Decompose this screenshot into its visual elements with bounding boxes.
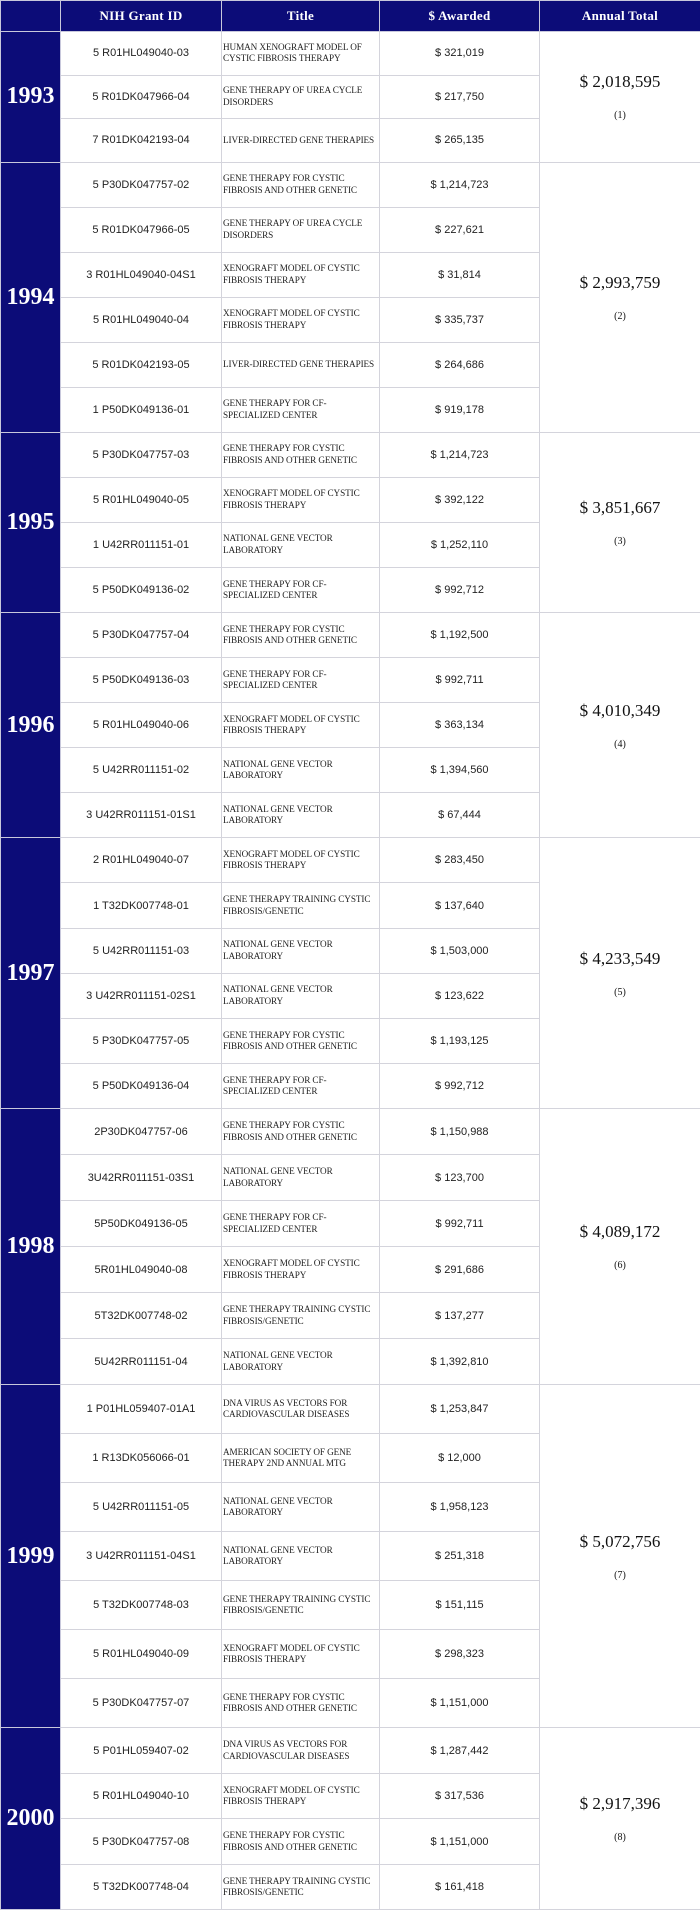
grant-id: 5 R01HL049040-10 xyxy=(61,1773,222,1819)
grant-amount: $ 992,711 xyxy=(380,658,540,703)
grant-id: 5 P30DK047757-03 xyxy=(61,432,222,477)
table-row xyxy=(1,1109,700,1155)
grant-id: 5 P30DK047757-05 xyxy=(61,1019,222,1064)
grant-amount: $ 992,711 xyxy=(380,1201,540,1247)
grant-title: GENE THERAPY TRAINING CYSTIC FIBROSIS/GENETIC xyxy=(222,883,380,928)
grant-id: 5 U42RR011151-02 xyxy=(61,748,222,793)
annual-total-cell xyxy=(540,1385,700,1728)
grant-id: 7 R01DK042193-04 xyxy=(61,119,222,163)
grant-amount: $ 335,737 xyxy=(380,297,540,342)
table-row xyxy=(1,32,700,76)
grant-title: LIVER-DIRECTED GENE THERAPIES xyxy=(222,119,380,163)
grant-title: GENE THERAPY FOR CF-SPECIALIZED CENTER xyxy=(222,568,380,613)
grant-id: 3 U42RR011151-04S1 xyxy=(61,1532,222,1581)
table-row xyxy=(1,432,700,477)
grant-title: LIVER-DIRECTED GENE THERAPIES xyxy=(222,342,380,387)
grant-amount: $ 1,958,123 xyxy=(380,1483,540,1532)
grant-id: 5 U42RR011151-03 xyxy=(61,928,222,973)
grant-title: NATIONAL GENE VECTOR LABORATORY xyxy=(222,1155,380,1201)
grant-id: 1 R13DK056066-01 xyxy=(61,1434,222,1483)
grant-id: 2P30DK047757-06 xyxy=(61,1109,222,1155)
annual-total-amount: $ 4,089,172 xyxy=(579,1222,661,1242)
annual-total-cell xyxy=(540,838,700,1109)
grant-amount: $ 363,134 xyxy=(380,703,540,748)
grant-id: 5 R01HL049040-06 xyxy=(61,703,222,748)
annual-total-footnote: (1) xyxy=(614,110,626,122)
annual-total-amount: $ 2,993,759 xyxy=(579,272,661,292)
table-row xyxy=(1,162,700,207)
annual-total-footnote: (6) xyxy=(614,1260,626,1272)
grant-title: DNA VIRUS AS VECTORS FOR CARDIOVASCULAR DISEASES xyxy=(222,1728,380,1774)
annual-total-footnote: (3) xyxy=(614,535,626,547)
header-annual-total: Annual Total xyxy=(540,1,700,32)
table-row xyxy=(1,838,700,883)
grant-title: NATIONAL GENE VECTOR LABORATORY xyxy=(222,793,380,838)
grant-id: 5R01HL049040-08 xyxy=(61,1247,222,1293)
year-label: 1998 xyxy=(1,1109,61,1385)
grant-id: 5 U42RR011151-05 xyxy=(61,1483,222,1532)
grant-amount: $ 1,214,723 xyxy=(380,432,540,477)
grant-amount: $ 317,536 xyxy=(380,1773,540,1819)
grant-amount: $ 1,253,847 xyxy=(380,1385,540,1434)
grant-title: GENE THERAPY FOR CYSTIC FIBROSIS AND OTHER GENETIC xyxy=(222,432,380,477)
grant-id: 5 P30DK047757-02 xyxy=(61,162,222,207)
grant-id: 5 R01HL049040-03 xyxy=(61,32,222,76)
grant-amount: $ 264,686 xyxy=(380,342,540,387)
grant-id: 1 U42RR011151-01 xyxy=(61,522,222,567)
annual-total-amount: $ 4,233,549 xyxy=(579,948,661,968)
annual-total-footnote: (4) xyxy=(614,738,626,750)
year-label: 1996 xyxy=(1,613,61,838)
grant-amount: $ 31,814 xyxy=(380,252,540,297)
grant-amount: $ 227,621 xyxy=(380,207,540,252)
grant-title: GENE THERAPY FOR CYSTIC FIBROSIS AND OTHER GENETIC xyxy=(222,1819,380,1865)
grant-id: 5 P50DK049136-02 xyxy=(61,568,222,613)
grant-id: 5 P50DK049136-03 xyxy=(61,658,222,703)
grant-id: 5 T32DK007748-03 xyxy=(61,1581,222,1630)
annual-total-footnote: (8) xyxy=(614,1832,626,1844)
grant-title: GENE THERAPY FOR CF-SPECIALIZED CENTER xyxy=(222,658,380,703)
grant-title: NATIONAL GENE VECTOR LABORATORY xyxy=(222,1339,380,1385)
grant-title: GENE THERAPY OF UREA CYCLE DISORDERS xyxy=(222,75,380,119)
grant-id: 2 R01HL049040-07 xyxy=(61,838,222,883)
grant-amount: $ 161,418 xyxy=(380,1864,540,1910)
annual-total-amount: $ 5,072,756 xyxy=(579,1531,661,1551)
grant-amount: $ 151,115 xyxy=(380,1581,540,1630)
grant-title: DNA VIRUS AS VECTORS FOR CARDIOVASCULAR DISEASES xyxy=(222,1385,380,1434)
grant-amount: $ 137,640 xyxy=(380,883,540,928)
grant-id: 5 T32DK007748-04 xyxy=(61,1864,222,1910)
grant-id: 5U42RR011151-04 xyxy=(61,1339,222,1385)
grant-id: 1 P50DK049136-01 xyxy=(61,387,222,432)
table-row xyxy=(1,1385,700,1434)
grant-id: 5 R01HL049040-04 xyxy=(61,297,222,342)
grant-amount: $ 1,287,442 xyxy=(380,1728,540,1774)
grant-title: XENOGRAFT MODEL OF CYSTIC FIBROSIS THERAPY xyxy=(222,703,380,748)
table-row xyxy=(1,613,700,658)
annual-total-cell xyxy=(540,1728,700,1910)
year-label: 1997 xyxy=(1,838,61,1109)
grant-title: GENE THERAPY TRAINING CYSTIC FIBROSIS/GENETIC xyxy=(222,1293,380,1339)
grant-title: GENE THERAPY FOR CF-SPECIALIZED CENTER xyxy=(222,1201,380,1247)
grant-id: 5 P01HL059407-02 xyxy=(61,1728,222,1774)
annual-total-footnote: (2) xyxy=(614,310,626,322)
grant-id: 5 R01DK042193-05 xyxy=(61,342,222,387)
annual-total-cell xyxy=(540,32,700,163)
grant-id: 5 P30DK047757-07 xyxy=(61,1679,222,1728)
grant-title: GENE THERAPY FOR CYSTIC FIBROSIS AND OTHER GENETIC xyxy=(222,1109,380,1155)
grant-id: 3 U42RR011151-02S1 xyxy=(61,973,222,1018)
grant-title: XENOGRAFT MODEL OF CYSTIC FIBROSIS THERAPY xyxy=(222,477,380,522)
grant-id: 1 P01HL059407-01A1 xyxy=(61,1385,222,1434)
annual-total-cell xyxy=(540,432,700,613)
grant-title: GENE THERAPY FOR CYSTIC FIBROSIS AND OTHER GENETIC xyxy=(222,613,380,658)
grant-amount: $ 1,503,000 xyxy=(380,928,540,973)
grant-title: XENOGRAFT MODEL OF CYSTIC FIBROSIS THERAPY xyxy=(222,252,380,297)
grant-amount: $ 1,151,000 xyxy=(380,1819,540,1865)
grant-title: GENE THERAPY FOR CF-SPECIALIZED CENTER xyxy=(222,1064,380,1109)
grant-title: HUMAN XENOGRAFT MODEL OF CYSTIC FIBROSIS THERAPY xyxy=(222,32,380,76)
grant-id: 3 R01HL049040-04S1 xyxy=(61,252,222,297)
grant-amount: $ 992,712 xyxy=(380,1064,540,1109)
grant-amount: $ 137,277 xyxy=(380,1293,540,1339)
year-label: 1999 xyxy=(1,1385,61,1728)
grant-id: 5T32DK007748-02 xyxy=(61,1293,222,1339)
grant-title: XENOGRAFT MODEL OF CYSTIC FIBROSIS THERAPY xyxy=(222,838,380,883)
grant-amount: $ 1,192,500 xyxy=(380,613,540,658)
grant-title: XENOGRAFT MODEL OF CYSTIC FIBROSIS THERAPY xyxy=(222,1773,380,1819)
annual-total-cell xyxy=(540,162,700,432)
grant-amount: $ 291,686 xyxy=(380,1247,540,1293)
table-row xyxy=(1,1728,700,1774)
grant-id: 5 P30DK047757-08 xyxy=(61,1819,222,1865)
grant-id: 5 R01HL049040-05 xyxy=(61,477,222,522)
grant-amount: $ 321,019 xyxy=(380,32,540,76)
grant-title: NATIONAL GENE VECTOR LABORATORY xyxy=(222,1483,380,1532)
grant-amount: $ 992,712 xyxy=(380,568,540,613)
header-grant-id: NIH Grant ID xyxy=(61,1,222,32)
grant-title: GENE THERAPY FOR CF-SPECIALIZED CENTER xyxy=(222,387,380,432)
grant-amount: $ 298,323 xyxy=(380,1630,540,1679)
grant-amount: $ 1,151,000 xyxy=(380,1679,540,1728)
grant-table-body xyxy=(1,32,700,1910)
header-row xyxy=(1,1,700,32)
grant-amount: $ 1,214,723 xyxy=(380,162,540,207)
grant-amount: $ 283,450 xyxy=(380,838,540,883)
annual-total-amount: $ 2,917,396 xyxy=(579,1794,661,1814)
grant-amount: $ 123,700 xyxy=(380,1155,540,1201)
grant-title: AMERICAN SOCIETY OF GENE THERAPY 2ND ANNUAL MTG xyxy=(222,1434,380,1483)
annual-total-amount: $ 4,010,349 xyxy=(579,700,661,720)
grant-amount: $ 12,000 xyxy=(380,1434,540,1483)
grant-title: NATIONAL GENE VECTOR LABORATORY xyxy=(222,1532,380,1581)
grant-title: XENOGRAFT MODEL OF CYSTIC FIBROSIS THERAPY xyxy=(222,1247,380,1293)
grant-title: XENOGRAFT MODEL OF CYSTIC FIBROSIS THERAPY xyxy=(222,297,380,342)
grant-title: GENE THERAPY TRAINING CYSTIC FIBROSIS/GENETIC xyxy=(222,1581,380,1630)
grant-title: XENOGRAFT MODEL OF CYSTIC FIBROSIS THERAPY xyxy=(222,1630,380,1679)
grant-title: GENE THERAPY FOR CYSTIC FIBROSIS AND OTHER GENETIC xyxy=(222,1019,380,1064)
grant-title: NATIONAL GENE VECTOR LABORATORY xyxy=(222,928,380,973)
year-label: 1994 xyxy=(1,162,61,432)
grant-amount: $ 1,150,988 xyxy=(380,1109,540,1155)
grant-amount: $ 265,135 xyxy=(380,119,540,163)
year-label: 2000 xyxy=(1,1728,61,1910)
grant-id: 5 R01HL049040-09 xyxy=(61,1630,222,1679)
annual-total-amount: $ 2,018,595 xyxy=(579,72,661,92)
year-label: 1993 xyxy=(1,32,61,163)
grant-amount: $ 392,122 xyxy=(380,477,540,522)
grant-id: 5P50DK049136-05 xyxy=(61,1201,222,1247)
grant-amount: $ 1,394,560 xyxy=(380,748,540,793)
header-title: Title xyxy=(222,1,380,32)
grant-title: GENE THERAPY FOR CYSTIC FIBROSIS AND OTHER GENETIC xyxy=(222,1679,380,1728)
header-awarded: $ Awarded xyxy=(380,1,540,32)
grant-title: GENE THERAPY FOR CYSTIC FIBROSIS AND OTHER GENETIC xyxy=(222,162,380,207)
grant-amount: $ 251,318 xyxy=(380,1532,540,1581)
grant-id: 3U42RR011151-03S1 xyxy=(61,1155,222,1201)
grant-amount: $ 123,622 xyxy=(380,973,540,1018)
grant-title: GENE THERAPY OF UREA CYCLE DISORDERS xyxy=(222,207,380,252)
grant-amount: $ 1,193,125 xyxy=(380,1019,540,1064)
grant-amount: $ 67,444 xyxy=(380,793,540,838)
grant-amount: $ 1,392,810 xyxy=(380,1339,540,1385)
grant-amount: $ 1,252,110 xyxy=(380,522,540,567)
grant-title: NATIONAL GENE VECTOR LABORATORY xyxy=(222,522,380,567)
grant-amount: $ 217,750 xyxy=(380,75,540,119)
grant-id: 5 R01DK047966-04 xyxy=(61,75,222,119)
annual-total-footnote: (7) xyxy=(614,1569,626,1581)
header-corner xyxy=(1,1,61,32)
year-label: 1995 xyxy=(1,432,61,613)
grant-amount: $ 919,178 xyxy=(380,387,540,432)
grant-id: 5 P50DK049136-04 xyxy=(61,1064,222,1109)
grant-id: 5 P30DK047757-04 xyxy=(61,613,222,658)
grant-title: NATIONAL GENE VECTOR LABORATORY xyxy=(222,973,380,1018)
grant-id: 3 U42RR011151-01S1 xyxy=(61,793,222,838)
annual-total-cell xyxy=(540,613,700,838)
grant-id: 1 T32DK007748-01 xyxy=(61,883,222,928)
annual-total-cell xyxy=(540,1109,700,1385)
annual-total-amount: $ 3,851,667 xyxy=(579,497,661,517)
grant-title: GENE THERAPY TRAINING CYSTIC FIBROSIS/GENETIC xyxy=(222,1864,380,1910)
grant-id: 5 R01DK047966-05 xyxy=(61,207,222,252)
annual-total-footnote: (5) xyxy=(614,986,626,998)
grant-title: NATIONAL GENE VECTOR LABORATORY xyxy=(222,748,380,793)
